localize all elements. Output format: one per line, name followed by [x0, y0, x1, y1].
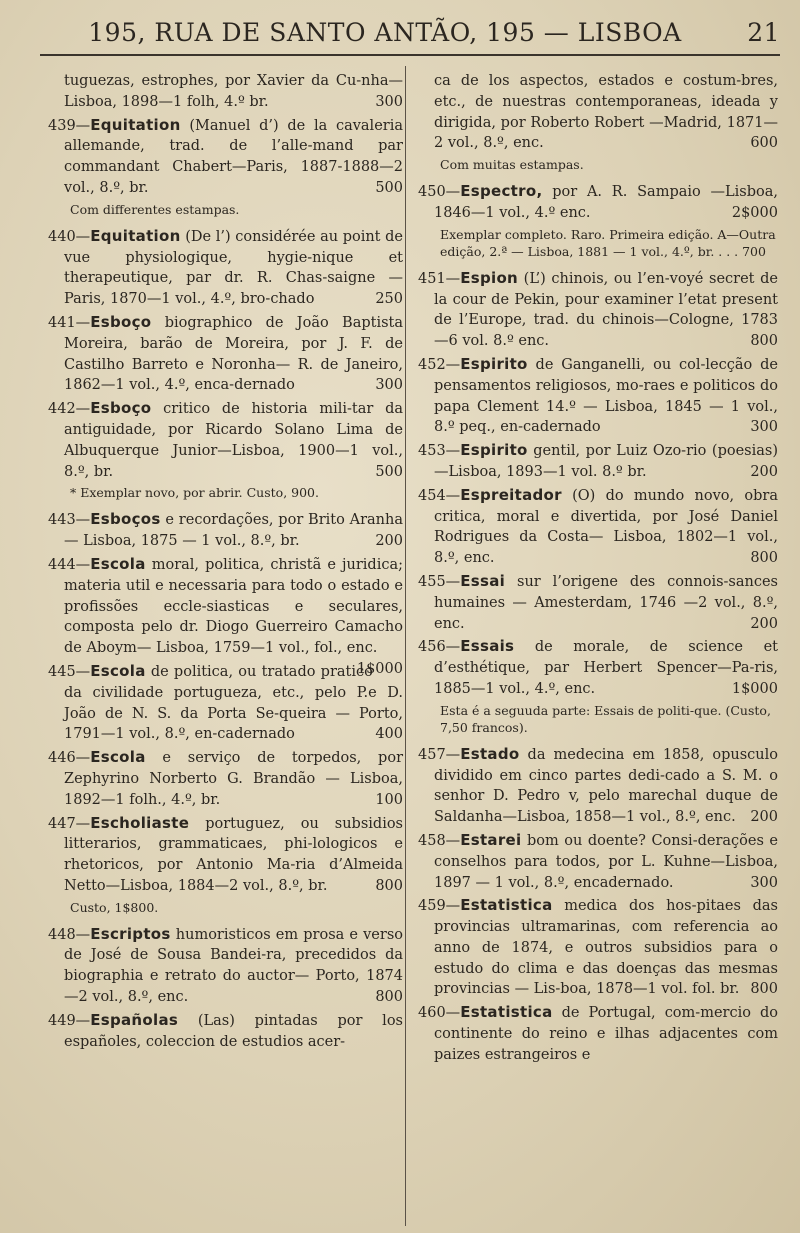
- entry-keyword: Equitation: [90, 226, 181, 245]
- entry-price: 300: [750, 419, 778, 436]
- entry-keyword: Equitation: [90, 115, 181, 134]
- entry-number: 447—: [48, 815, 91, 832]
- entry-price: 200: [375, 533, 403, 550]
- entry-number: 458—: [418, 832, 461, 849]
- entry-text: (L’) chinois, ou l’en-voyé secret de la cour de Pekin, pour examiner l’etat present de l’Europe, trad. du chinois—Cologne, 1783—6 vol. 8.º enc.: [434, 270, 778, 350]
- entry-text: humoristicos em prosa e verso de José de Sousa Bandei-ra, precedidos da biographia e retrato do auctor— Porto, 1874—2 vol., 8.º, enc.: [64, 926, 403, 1006]
- entry-note: Com muitas estampas.: [440, 157, 584, 173]
- entry-text: por A. R. Sampaio —Lisboa, 1846—1 vol., 4.º enc.: [434, 184, 778, 221]
- entry-text: e serviço de torpedos, por Zephyrino Norberto G. Brandão — Lisboa, 1892—1 folh., 4.º, br.: [64, 750, 403, 808]
- entry-text: tuguezas, estrophes, por Xavier da Cu-nha—Lisboa, 1898—1 folh, 4.º br.: [64, 73, 403, 110]
- entry-number: 456—: [418, 639, 461, 656]
- entry-text: de politica, ou tratado pratico da civilidade portugueza, etc., pelo P.e D. João de N. S. da Porta Se-queira — Porto, 1791—1 vol., 8.º, en-cadernado: [64, 663, 403, 743]
- entry-keyword: Españolas: [90, 1010, 179, 1029]
- entry-price: 800: [750, 333, 778, 350]
- catalog-entry: [48, 924, 403, 1008]
- entry-keyword: Escola: [90, 748, 146, 767]
- entry-keyword: Estatistica: [460, 1003, 553, 1022]
- catalog-entry: [48, 312, 403, 396]
- entry-price: 300: [750, 874, 778, 891]
- catalog-entry: [418, 485, 778, 569]
- entry-number: 446—: [48, 750, 91, 767]
- entry-note: Esta é a seguuda parte: Essais de politi-que. (Custo, 7,50 francos).: [440, 702, 771, 735]
- entry-number: 454—: [418, 487, 461, 504]
- entry-keyword: Escriptos: [90, 924, 171, 943]
- entry-text: (De l’) considérée au point de vue physiologique, hygie-nique et therapeutique, par dr. R. Chas-saigne — Paris, 1870—1 vol., 4.º, bro-chado: [64, 228, 403, 308]
- right-column: [418, 70, 778, 1068]
- entry-number: 455—: [418, 573, 461, 590]
- entry-text: portuguez, ou subsidios litterarios, grammaticaes, phi-lologicos e rhetoricos, por Antonio Ma-ria d’Almeida Netto—Lisboa, 1884—2 vol., 8.º, br.: [64, 815, 403, 894]
- column-divider: [405, 66, 406, 1226]
- entry-price: 800: [375, 877, 403, 894]
- catalog-entry: [48, 509, 403, 552]
- entry-text: medica dos hos-pitaes das provincias ultramarinas, com referencia ao anno de 1874, e outros subsidios para o estudo do clima e das doenças das mesmas provincias — Lis-boa, 1878—1 vol. fol. br.: [434, 898, 778, 998]
- entry-price: 200: [750, 463, 778, 480]
- catalog-entry: [48, 747, 403, 810]
- entry-keyword: Escola: [90, 554, 146, 573]
- entry-keyword: Esboço: [90, 312, 152, 331]
- entry-number: 442—: [48, 401, 91, 418]
- entry-price: 300: [375, 377, 403, 394]
- catalog-entry: [418, 571, 778, 634]
- entry-price: 500: [375, 463, 403, 480]
- entry-note: Custo, 1$800.: [70, 899, 159, 915]
- entry-text: de Ganganelli, ou col-lecção de pensamentos religiosos, mo-raes e politicos do papa Clement 14.º — Lisboa, 1845 — 1 vol., 8.º peq., en-cadernado: [434, 356, 778, 436]
- catalog-entry: [418, 636, 778, 699]
- entry-keyword: Esboços: [90, 510, 161, 529]
- entry-number: 440—: [48, 228, 91, 245]
- entry-price: 800: [375, 989, 403, 1006]
- catalog-entry: [418, 440, 778, 483]
- entry-price: 800: [750, 981, 778, 998]
- entry-text: moral, politica, christã e juridica; materia util e necessaria para todo o estado e profissões eccle-siasticas e seculares, composta pelo dr. Diogo Guerreiro Camacho de Aboym— Lisboa, 1759—1 vol., fol., enc.: [64, 556, 403, 657]
- entry-text: da medecina em 1858, opusculo dividido em cinco partes dedi-cado a S. M. o senhor D. Pedro v, pelo marechal duque de Saldanha—Lisboa, 1858—1 vol., 8.º, enc.: [434, 746, 778, 826]
- entry-keyword: Estatistica: [460, 896, 553, 915]
- page-header: [40, 10, 780, 56]
- entry-keyword: Espirito: [460, 441, 528, 460]
- entry-number: 452—: [418, 356, 461, 373]
- header-title: 195, RUA DE SANTO ANTÃO, 195 — LISBOA: [88, 17, 682, 47]
- entry-price: 2$000: [731, 204, 778, 221]
- catalog-entry: [48, 398, 403, 482]
- entry-price: 250: [375, 291, 403, 308]
- entry-keyword: Espion: [460, 268, 519, 287]
- entry-keyword: Essais: [460, 637, 515, 656]
- entry-price: 300: [375, 93, 403, 110]
- entry-keyword: Espirito: [460, 354, 528, 373]
- entry-number: 445—: [48, 663, 91, 680]
- entry-text: (Las) pintadas por los españoles, coleccion de estudios acer-: [64, 1012, 403, 1050]
- catalog-entry: [418, 895, 778, 1000]
- entry-price: 400: [375, 726, 403, 743]
- catalog-entry: [418, 354, 778, 438]
- entry-keyword: Essai: [460, 571, 506, 590]
- entry-text: critico de historia mili-tar da antiguidade, por Ricardo Solano Lima de Albuquerque Junior—Lisboa, 1900—1 vol., 8.º, br.: [64, 401, 403, 480]
- left-column: [48, 70, 403, 1054]
- entry-note: Com differentes estampas.: [70, 201, 240, 217]
- entry-text: biographico de João Baptista Moreira, barão de Moreira, por J. F. de Castilho Barreto e Noronha— R. de Janeiro, 1862—1 vol., 4.º, enca-dernado: [64, 314, 403, 394]
- catalog-entry: [418, 268, 778, 352]
- entry-keyword: Escola: [90, 661, 146, 680]
- entry-text: (Manuel d’) de la cavaleria allemande, trad. de l’alle-mand par commandant Chabert—Paris, 1887-1888—2 vol., 8.º, br.: [64, 117, 403, 196]
- page-number: 21: [747, 17, 780, 47]
- catalog-entry: [48, 70, 403, 113]
- entry-number: 450—: [418, 184, 461, 201]
- entry-price: 500: [375, 179, 403, 196]
- entry-keyword: Esboço: [90, 399, 152, 418]
- catalog-entry: [48, 226, 403, 310]
- entry-note: * Exemplar novo, por abrir. Custo, 900.: [70, 485, 319, 501]
- catalog-entry: [418, 70, 778, 154]
- catalog-entry: [418, 1002, 778, 1065]
- entry-text: e recordações, por Brito Aranha — Lisboa, 1875 — 1 vol., 8.º, br.: [64, 512, 403, 550]
- entry-text: de Portugal, com-mercio do continente do reino e ilhas adjacentes com paizes estrangeiros e: [434, 1005, 778, 1063]
- entry-number: 449—: [48, 1012, 91, 1029]
- entry-price: 100: [375, 791, 403, 808]
- entry-number: 459—: [418, 898, 461, 915]
- entry-text: ca de los aspectos, estados e costum-bres, etc., de nuestras contemporaneas, ideada y dirigida, por Roberto Robert —Madrid, 1871—2 vol., 8.º, enc.: [434, 73, 778, 152]
- entry-keyword: Escholiaste: [90, 813, 190, 832]
- entry-text: bom ou doente? Consi-derações e conselhos para todos, por L. Kuhne—Lisboa, 1897 — 1 vol., 8.º, encadernado.: [434, 832, 778, 891]
- entry-text: (O) do mundo novo, obra critica, moral e divertida, por José Daniel Rodrigues da Costa— Lisboa, 1802—1 vol., 8.º, enc.: [434, 487, 778, 567]
- catalog-entry: [418, 181, 778, 224]
- entry-keyword: Espreitador: [460, 485, 562, 504]
- entry-price: 1$000: [731, 680, 778, 697]
- entry-keyword: Estado: [460, 744, 520, 763]
- entry-price: 800: [750, 550, 778, 567]
- entry-number: 439—: [48, 117, 91, 134]
- catalog-entry: [48, 1010, 403, 1053]
- entry-number: 444—: [48, 556, 91, 573]
- catalog-entry: [48, 661, 403, 745]
- entry-number: 443—: [48, 512, 91, 529]
- entry-text: gentil, por Luiz Ozo-rio (poesias)—Lisboa, 1893—1 vol. 8.º br.: [434, 443, 778, 480]
- entry-note: Exemplar completo. Raro. Primeira edição. A—Outra edição, 2.ª — Lisboa, 1881 — 1 vol., 4.º, br. . . . 700: [440, 226, 776, 259]
- entry-number: 451—: [418, 270, 461, 287]
- catalog-entry: [48, 813, 403, 897]
- catalog-entry: [48, 115, 403, 199]
- entry-price: 600: [750, 135, 778, 152]
- entry-keyword: Estarei: [460, 830, 522, 849]
- entry-price: 200: [750, 809, 778, 826]
- entry-number: 460—: [418, 1005, 461, 1022]
- entry-number: 453—: [418, 443, 461, 460]
- catalog-entry: [418, 744, 778, 828]
- entry-number: 457—: [418, 746, 461, 763]
- entry-number: 441—: [48, 314, 91, 331]
- catalog-entry: [418, 830, 778, 893]
- entry-text: sur l’origene des connois-sances humaines — Amesterdam, 1746 —2 vol., 8.º, enc.: [434, 573, 778, 632]
- entry-number: 448—: [48, 926, 91, 943]
- entry-price: 200: [750, 615, 778, 632]
- entry-text: de morale, de science et d’esthétique, par Herbert Spencer—Pa-ris, 1885—1 vol., 4.º, enc.: [434, 639, 778, 697]
- entry-keyword: Espectro,: [460, 182, 543, 201]
- entry-price: 1$000: [356, 660, 403, 677]
